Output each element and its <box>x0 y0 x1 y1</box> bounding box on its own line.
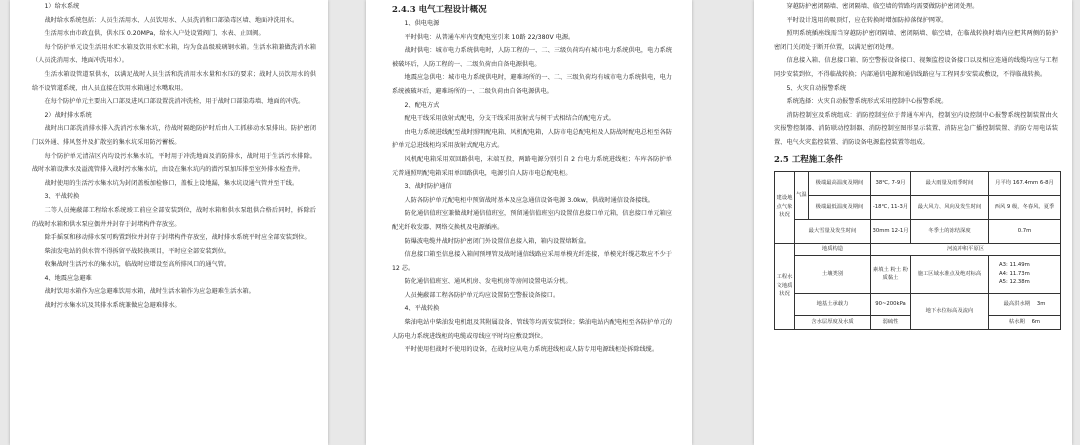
paragraph: 除手摇泵和移动排水泵可购置到位并封存于封堵构件存放室，战时排水系统平时应全部安装到位。 <box>44 234 311 242</box>
paragraph: 配电干线采用放射式配电，分支干线采用放射式与树干式相结合的配电方式。 <box>404 115 615 123</box>
page-text-body <box>392 17 672 357</box>
table-cell: 素填土 粉土 粉质黏土 <box>871 255 911 293</box>
table-cell: 建设地点气象状况 <box>775 171 795 243</box>
paragraph: 战时饮用水箱作为应急避难饮用水箱，战时生活水箱作为应急避难生活水箱。 <box>44 288 255 296</box>
table-cell: 90~200kPa <box>871 293 911 315</box>
table-cell: 工程水文地质状况 <box>775 243 795 329</box>
table-cell: 地质构造 <box>795 243 871 255</box>
table-cell: 地基土承载力 <box>795 293 871 315</box>
table-cell: 地下水位标高及流向 <box>911 293 989 329</box>
paragraph: 战时污水集水坑及其排水系统兼做应急避难排水。 <box>44 302 181 310</box>
water-period-label: 枯水期 <box>1008 318 1025 325</box>
paragraph: 战时供电：城市电力系统供电时，人防工程的一、二、三级负荷均有城市电力系统供电，电力系统被破坏后，人防工程的一、二级负荷由自备电源供电。 <box>392 47 672 68</box>
table-cell <box>989 315 1061 329</box>
paragraph: 柴油发电站的供水管不得拆留平战转换项目，平时应全部安装到位。 <box>44 247 231 255</box>
paragraph: 2）战时排水系统 <box>44 111 92 119</box>
paragraph: 人防各防护单元配电柜中预留战时基本及应急通信设备电源 3.0kw，供战时通信设备接线。 <box>404 196 654 204</box>
paragraph: 收集战时生活污水的集水坑，临战时应增设至高所排风口的通气管。 <box>44 261 231 269</box>
water-period-label: 最高洪水期 <box>1003 300 1031 307</box>
paragraph: 每个防护单元设生活用水贮水箱及饮用水贮水箱，均为食品级玻璃钢水箱。生活水箱兼做洗消水箱（人员洗消用水、地面冲洗用水）。 <box>32 43 316 65</box>
paragraph: 穿越防护密闭隔墙、密闭隔墙、临空墙的管路均需要做防护密闭处理。 <box>786 3 979 10</box>
paragraph: 防化通信值班室兼做战时通信值班室，预留通信值班室内设置信息接口单元箱，信息接口单元箱应配光纤收发器、网络交换机及电源插座。 <box>392 210 672 231</box>
paragraph: 战时给水系统包括：人员生活用水、人员饮用水、人员洗消和口部染毒区墙、地面冲洗用水。 <box>44 16 299 24</box>
paragraph: 平时设计选用的吸顶灯，应在转换时增加防掉落保护网罩。 <box>786 16 948 24</box>
benchmark-value: A5: 12.38m <box>999 279 1030 286</box>
water-period-value: 6m <box>1031 318 1041 325</box>
water-period-value: 3m <box>1036 300 1046 307</box>
paragraph: 生活用水由市政直供，供水压 0.20MPa，给水入户处设置阀门、水表、止回阀。 <box>44 30 265 38</box>
table-cell: 0.7m <box>989 219 1061 243</box>
table-cell: -18℃, 11-3月 <box>871 195 911 219</box>
table-cell: 西风 9 级，冬春风、夏季 <box>989 195 1061 219</box>
benchmark-value: A3: 11.49m <box>999 262 1030 269</box>
table-cell: 最大雨量及雨季时间 <box>911 171 989 195</box>
benchmark-value: A4: 11.73m <box>999 270 1030 277</box>
paragraph: 地震应急供电：城市电力系统供电时，避难场所的一、二、三级负荷均有城市电力系统供电，电力系统被破坏后，避难场所的一、二级负荷由自备电源供电。 <box>392 74 672 95</box>
paragraph: 1）给水系统 <box>44 3 80 10</box>
table-cell: 河流冲积平原区 <box>871 243 1061 255</box>
paragraph: 生活水箱设管道泵供水，以满足战时人员生活和洗消用水水量和水压的要求；战时人员饮用水的供给不设管道系统，由人员直接在饮用水箱通过水嘴取用。 <box>32 70 316 92</box>
table-cell: 38℃, 7-9月 <box>871 171 911 195</box>
table-cell <box>989 255 1061 293</box>
table-cell: 最大风力、风向及发生时间 <box>911 195 989 219</box>
document-page-left <box>10 0 328 445</box>
table-cell: 气温 <box>795 171 809 219</box>
paragraph: 信息接入箱、信息接口箱、防空警报设备接口、视频监控设备接口以及相应连通的线缆均应与工程同步安装到位，不得临战转换；内部通信电源和通信线路应与工程同步安装或敷设，不得临战转换。 <box>774 57 1058 78</box>
section-heading: 2.5 工程施工条件 <box>774 154 843 165</box>
table-cell: 施工区域水准点及绝对标高 <box>911 255 989 293</box>
paragraph: 柴油电站中柴油发电机组及其附属设备、管线等均需安装到位；柴油电站内配电柜至各防护单元的人防电力系统进线柜的电缆或母线应平时均应敷设到位。 <box>392 319 672 340</box>
paragraph: 战时使用的生活污水集水坑为封闭盖板加检修口，盖板上设地漏，集水坑设通气管并至干线。 <box>44 179 299 187</box>
paragraph: 防化通信值班室、通风机房、发电机房等房间设置电话分机。 <box>404 278 572 286</box>
paragraph: 二等人员掩蔽部工程给水系统竣工前应全部安装到位，战时水箱和供水泵组供合格后同时，拆除后的战时水箱和供水泵应偶井并封存于封堵构件存放室。 <box>32 206 316 228</box>
table-cell: 最大雪量及发生时间 <box>795 219 871 243</box>
table-cell: 月平均 167.4mm 6-8月 <box>989 171 1061 195</box>
table-cell: 30mm 12-1月 <box>871 219 911 243</box>
document-page-middle <box>366 0 692 445</box>
construction-conditions-table <box>774 171 1061 330</box>
paragraph: 3、战时防护通信 <box>404 183 452 191</box>
table-cell: 极端最低温度及期间 <box>809 195 871 219</box>
paragraph: 3、平战转换 <box>44 193 80 201</box>
table-cell: 冬季土的冻结深度 <box>911 219 989 243</box>
paragraph: 战时出口部洗消排水排入洗消污水集水坑，待战时隔绝防护时后由人工抓移动水泵排出。防护密闭门以外通、排风竖井及扩散室的集水坑采用防污蓄板。 <box>32 125 316 146</box>
paragraph: 照明系统插座线需当穿越防护密闭隔墙、密闭隔墙、临空墙，在临战转换时墙内应把其两侧的防护密闭门关闭处于断开位置，以满足密闭处理。 <box>774 30 1058 51</box>
page-text-body <box>32 0 316 313</box>
paragraph: 1、供电电源 <box>404 20 440 27</box>
table-cell <box>989 293 1061 315</box>
paragraph: 每个防护单元清洁区内均设污水集水坑，平时用于冲洗地面及消防排水，战时用于生活污水排除。战时水箱设泄水及溢流管排入战时污水集水坑，由设在集水坑内的潜污泵加压排至室外排水检查井。 <box>32 152 316 174</box>
paragraph: 2、配电方式 <box>404 101 440 109</box>
paragraph: 4、平战转换 <box>404 305 440 313</box>
paragraph: 由电力系统进线配至战时照明配电箱、风机配电箱，人防市电总配电柜及人防战时配电总柜至各防护单元总进线柜均采用放射式配电方式。 <box>392 128 672 150</box>
document-page-right <box>754 0 1072 445</box>
section-heading: 2.4.3 电气工程设计概况 <box>392 5 487 15</box>
paragraph: 消防控制室及系统组成：消防控制室位于普通车库内，控制室内设控制中心报警系统控制装置由火灾报警控制器、消防联动控制器、消防控制室图形显示装置、消防应急广播控制装置、消防专用电话装置、电气火灾监控装置、消防设备电源监控装置等组成。 <box>774 111 1058 146</box>
paragraph: 人员掩蔽部工程各防护单元均应设置防空警报设备接口。 <box>404 291 560 299</box>
paragraph: 防爆波电缆井战时防护密闭门外设置信息接入箱，箱内设置熔断盒。 <box>404 237 591 245</box>
table-cell: 含水层厚度及水质 <box>795 315 871 329</box>
paragraph: 风机配电箱采用双回路供电，末端互投，两路电源分别引自 2 台电力系统进线柜；车库各防护单元普通照明配电箱采用单回路供电，电源引自人防市电总配电柜。 <box>392 155 672 177</box>
page-text-body <box>774 0 1058 150</box>
table-cell: 弱硫性 <box>871 315 911 329</box>
table-cell: 土壤类别 <box>795 255 871 293</box>
paragraph: 信息接口箱至信息接入箱间预埋管及战时通信线路应采用单模光纤连接，单模光纤缆芯数应不少于 12 芯。 <box>392 251 672 272</box>
paragraph: 在每个防护单元主要出入口部及进风口部设置洗消冲洗栓，用于战时口部染毒墙、地面的冲洗。 <box>44 98 305 106</box>
paragraph: 系统选择：火灾自动报警系统形式采用控制中心报警系统。 <box>786 98 948 106</box>
paragraph: 平时使用但战时不使用的设备，在战时应从电力系统进线柜或人防专用电源线柜处拆除线缆。 <box>404 346 659 354</box>
table-cell: 极端最高温度及期间 <box>809 171 871 195</box>
paragraph: 平时供电：从普通车库内变配电室引来 10路 22/380V 电源。 <box>404 33 575 41</box>
paragraph: 4、地震应急避难 <box>44 274 92 282</box>
paragraph: 5、火灾自动报警系统 <box>786 84 847 92</box>
